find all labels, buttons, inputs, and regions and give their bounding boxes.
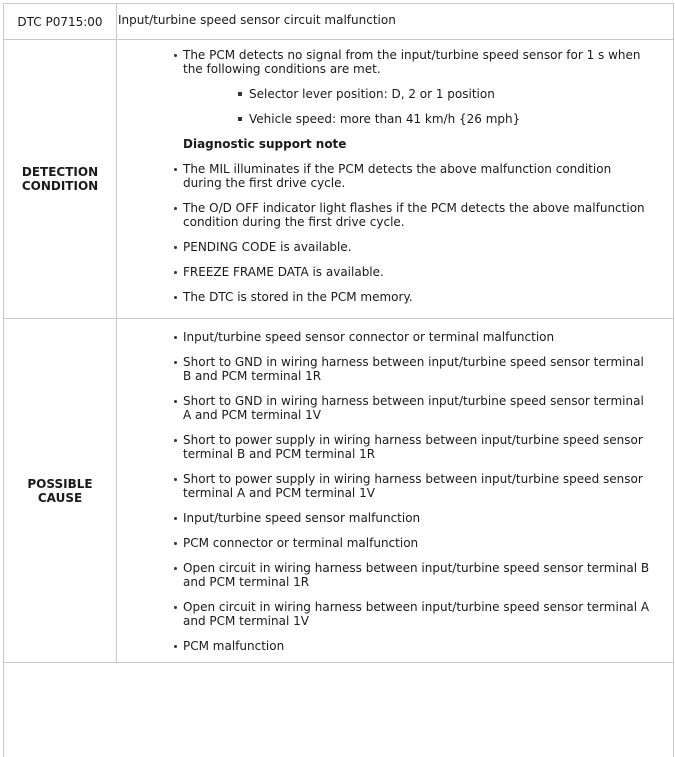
- dtc-title: Input/turbine speed sensor circuit malfunction: [118, 13, 396, 27]
- list-item: PCM connector or terminal malfunction: [117, 536, 673, 550]
- list-item: Short to power supply in wiring harness between input/turbine speed sensor terminal B and PCM terminal 1R: [117, 433, 673, 461]
- dtc-code-cell: [4, 4, 117, 39]
- list-item: The O/D OFF indicator light flashes if the PCM detects the above malfunction condition during the first drive cycle.: [117, 201, 673, 229]
- sub-list-item: Vehicle speed: more than 41 km/h {26 mph}: [117, 112, 673, 126]
- list-item: Open circuit in wiring harness between input/turbine speed sensor terminal A and PCM terminal 1V: [117, 600, 673, 628]
- list-item: PCM malfunction: [117, 639, 673, 653]
- list-item: Short to GND in wiring harness between input/turbine speed sensor terminal A and PCM terminal 1V: [117, 394, 673, 422]
- dtc-title-cell: [117, 4, 673, 39]
- diagnostic-note-list: [117, 162, 673, 304]
- list-item: The DTC is stored in the PCM memory.: [117, 290, 673, 304]
- list-item: Input/turbine speed sensor malfunction: [117, 511, 673, 525]
- dtc-table: [3, 3, 674, 757]
- detection-label-cell: [4, 40, 117, 318]
- possible-cause-row: [4, 319, 673, 663]
- cause-list: [117, 330, 673, 653]
- detection-condition-row: [4, 40, 673, 319]
- list-item: FREEZE FRAME DATA is available.: [117, 265, 673, 279]
- cause-label: POSSIBLE CAUSE: [27, 476, 93, 505]
- cause-label-cell: [4, 319, 117, 662]
- list-item: Short to GND in wiring harness between input/turbine speed sensor terminal B and PCM terminal 1R: [117, 355, 673, 383]
- diagnostic-note-heading: Diagnostic support note: [183, 137, 347, 151]
- list-item: The PCM detects no signal from the input/turbine speed sensor for 1 s when the following conditions are met.: [117, 48, 673, 76]
- list-item: Short to power supply in wiring harness between input/turbine speed sensor terminal A and PCM terminal 1V: [117, 472, 673, 500]
- list-item: PENDING CODE is available.: [117, 240, 673, 254]
- list-item: The MIL illuminates if the PCM detects the above malfunction condition during the first drive cycle.: [117, 162, 673, 190]
- detection-label: DETECTION CONDITION: [21, 165, 99, 193]
- sub-list-item: Selector lever position: D, 2 or 1 position: [117, 87, 673, 101]
- list-item: Input/turbine speed sensor connector or terminal malfunction: [117, 330, 673, 344]
- detection-list: [117, 48, 673, 126]
- list-item: Open circuit in wiring harness between input/turbine speed sensor terminal B and PCM terminal 1R: [117, 561, 673, 589]
- dtc-header-row: [4, 4, 673, 40]
- empty-row: [4, 663, 673, 757]
- detection-content-cell: [117, 40, 673, 318]
- dtc-code: DTC P0715:00: [17, 14, 103, 29]
- cause-content-cell: [117, 319, 673, 662]
